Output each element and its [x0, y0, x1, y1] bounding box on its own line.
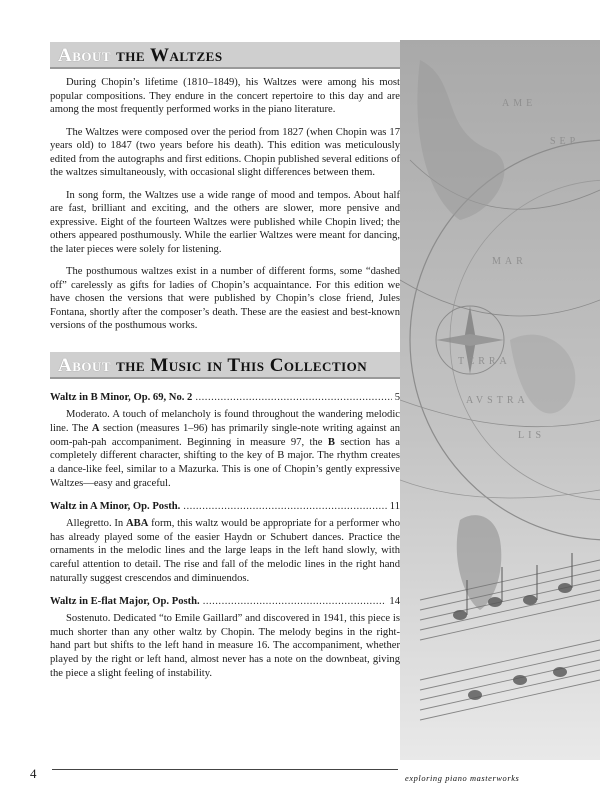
map-label-ame: AME — [502, 98, 537, 109]
piece-entry — [50, 500, 400, 586]
leader-dots — [203, 595, 387, 609]
series-title: exploring piano masterworks — [405, 774, 520, 783]
footer-rule — [52, 769, 398, 770]
map-label-mar: MAR — [492, 256, 527, 267]
piece-entry — [50, 391, 400, 491]
piece-heading — [50, 391, 400, 405]
page-content — [50, 0, 400, 800]
piece-description: Allegretto. In ABA form, this waltz would be appropriate for a performer who has already played some of the easier Haydn or Schubert dances. Practice the ornaments in the melodic lines and the large leaps in the left hand slowly, with careful attention to detail. The rise and fall of the melodic lines in the right hand naturally suggest crescendos and diminuendos. — [50, 517, 400, 584]
piece-page-number: 5 — [394, 392, 400, 403]
piece-title: Waltz in A Minor, Op. Posth. — [50, 500, 181, 512]
section-heading-waltzes — [50, 42, 400, 69]
heading-title: the Music in This Collection — [116, 355, 368, 376]
paragraph: The posthumous waltzes exist in a number of different forms, some “dashed off” carelessly as gifts for ladies of Chopin’s acquaintance. For this edition we have chosen the versions that were published by Chopin’s close friend, Jules Fontana, shortly after the composer’s death. These are the easiest and best-known versions of the posthumous works. — [50, 266, 400, 331]
map-label-lis: LIS — [518, 430, 545, 441]
music-collection-body — [50, 386, 400, 690]
paragraph: In song form, the Waltzes use a wide range of mood and tempos. About half are fast, brilliant and exciting, and the others are slower, more pensive and expressive. Eight of the fourteen Waltzes were published while Chopin lived; the others appeared posthumously. While the earlier Waltzes were meant for dancing, the later pieces were solely for listening. — [50, 189, 400, 255]
piece-title: Waltz in B Minor, Op. 69, No. 2 — [50, 392, 193, 403]
paragraph: During Chopin’s lifetime (1810–1849), his Waltzes were among his most popular compositions. They endure in the concert repertoire to this day and are among the most frequently performed works in the piano literature. — [50, 77, 400, 115]
piece-description: Sostenuto. Dedicated “to Emile Gaillard” and discovered in 1941, this piece is much shorter than any other waltz by Chopin. The melody begins in the right-hand part but shifts to the left hand in measure 16. The accompaniment, whether played by the right or left hand, almost never has a note on the downbeat, giving the piece a slight feeling of instability. — [50, 612, 400, 679]
piece-title: Waltz in E-flat Major, Op. Posth. — [50, 595, 200, 607]
page-number: 4 — [30, 766, 37, 781]
piece-heading — [50, 595, 400, 609]
map-label-terra: TERRA — [458, 356, 511, 367]
decorative-map-background — [400, 40, 600, 760]
piece-entry — [50, 595, 400, 681]
waltzes-body — [50, 76, 400, 342]
section-heading-music-collection — [50, 352, 400, 379]
piece-page-number: 14 — [389, 595, 400, 607]
leader-dots — [195, 391, 391, 405]
piece-page-number: 11 — [389, 500, 400, 512]
leader-dots — [183, 500, 387, 514]
paragraph: The Waltzes were composed over the period from 1827 (when Chopin was 17 years old) to 1847 (two years before his death). This edition was meticulously edited from the autographs and first editions. Chopin published several editions of the waltzes simultaneously, with occasional slight differences between them. — [50, 126, 400, 178]
map-label-sep: SEP — [550, 136, 580, 147]
heading-about-word: About — [58, 355, 112, 376]
heading-title: the Waltzes — [116, 45, 223, 66]
piece-description: Moderato. A touch of melancholy is found throughout the wandering melodic line. The A section (measures 1–96) has primarily single-note writing against an oom-pah-pah accompaniment. Beginning in measure 97, the B section has a completely different character, shifting to the key of B major. The rhythm creates a dance-like feel, similar to a Mazurka. This is one of Chopin’s gently expressive Waltzes—easy and graceful. — [50, 409, 400, 489]
piece-heading — [50, 500, 400, 514]
map-label-avstra: AVSTRA — [466, 395, 529, 406]
heading-about-word: About — [58, 45, 112, 66]
